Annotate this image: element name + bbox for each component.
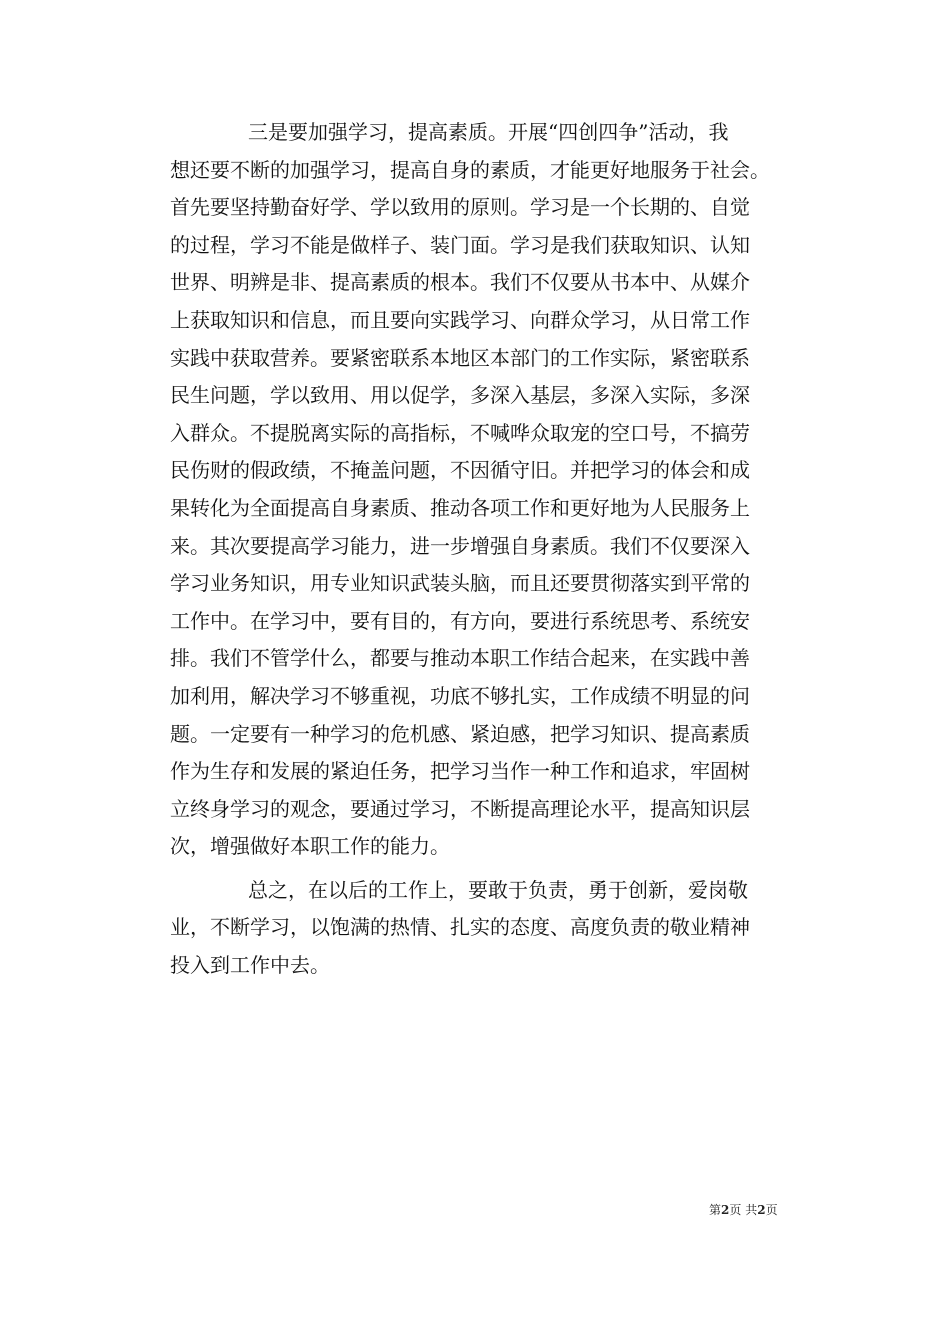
paragraph-line: 想还要不断的加强学习，提高自身的素质，才能更好地服务于社会。 <box>170 157 770 182</box>
paragraph-line: 首先要坚持勤奋好学、学以致用的原则。学习是一个长期的、自觉 <box>170 195 750 220</box>
paragraph-line: 加利用，解决学习不够重视，功底不够扎实，工作成绩不明显的问 <box>170 683 750 708</box>
paragraph-line: 来。其次要提高学习能力，进一步增强自身素质。我们不仅要深入 <box>170 533 750 558</box>
paragraph-line: 作为生存和发展的紧迫任务，把学习当作一种工作和追求，牢固树 <box>170 759 750 784</box>
footer-middle: 页 共 <box>729 1203 758 1217</box>
paragraph-line: 上获取知识和信息，而且要向实践学习、向群众学习，从日常工作 <box>170 307 750 332</box>
paragraph-line: 世界、明辨是非、提高素质的根本。我们不仅要从书本中、从媒介 <box>170 270 750 295</box>
paragraph-line: 投入到工作中去。 <box>170 953 330 978</box>
paragraph-line: 业，不断学习，以饱满的热情、扎实的态度、高度负责的敬业精神 <box>170 915 750 940</box>
paragraph-line: 三是要加强学习，提高素质。开展“四创四争”活动，我 <box>248 120 729 144</box>
paragraph-line: 果转化为全面提高自身素质、推动各项工作和更好地为人民服务上 <box>170 495 750 520</box>
footer-suffix: 页 <box>765 1203 778 1217</box>
document-body <box>170 114 802 985</box>
paragraph-line: 学习业务知识，用专业知识武装头脑，而且还要贯彻落实到平常的 <box>170 571 750 596</box>
paragraph-line: 次，增强做好本职工作的能力。 <box>170 834 450 859</box>
paragraph-line: 民伤财的假政绩，不掩盖问题，不因循守旧。并把学习的体会和成 <box>170 458 750 483</box>
paragraph-1 <box>170 114 802 866</box>
paragraph-line: 题。一定要有一种学习的危机感、紧迫感，把学习知识、提高素质 <box>170 721 750 746</box>
paragraph-line: 的过程，学习不能是做样子、装门面。学习是我们获取知识、认知 <box>170 232 750 257</box>
footer-prefix: 第 <box>709 1203 722 1217</box>
paragraph-2 <box>170 872 802 985</box>
paragraph-line: 实践中获取营养。要紧密联系本地区本部门的工作实际，紧密联系 <box>170 345 750 370</box>
paragraph-line: 工作中。在学习中，要有目的，有方向，要进行系统思考、系统安 <box>170 608 750 633</box>
paragraph-line: 总之，在以后的工作上，要敢于负责，勇于创新，爱岗敬 <box>248 877 748 902</box>
paragraph-line: 立终身学习的观念，要通过学习，不断提高理论水平，提高知识层 <box>170 796 750 821</box>
footer-current-page: 2 <box>721 1203 730 1217</box>
paragraph-line: 排。我们不管学什么，都要与推动本职工作结合起来，在实践中善 <box>170 646 750 671</box>
paragraph-line: 民生问题，学以致用、用以促学，多深入基层，多深入实际，多深 <box>170 383 750 408</box>
footer-total-pages: 2 <box>757 1203 766 1217</box>
page-number-footer <box>709 1201 849 1219</box>
paragraph-line: 入群众。不提脱离实际的高指标，不喊哗众取宠的空口号，不搞劳 <box>170 420 750 445</box>
